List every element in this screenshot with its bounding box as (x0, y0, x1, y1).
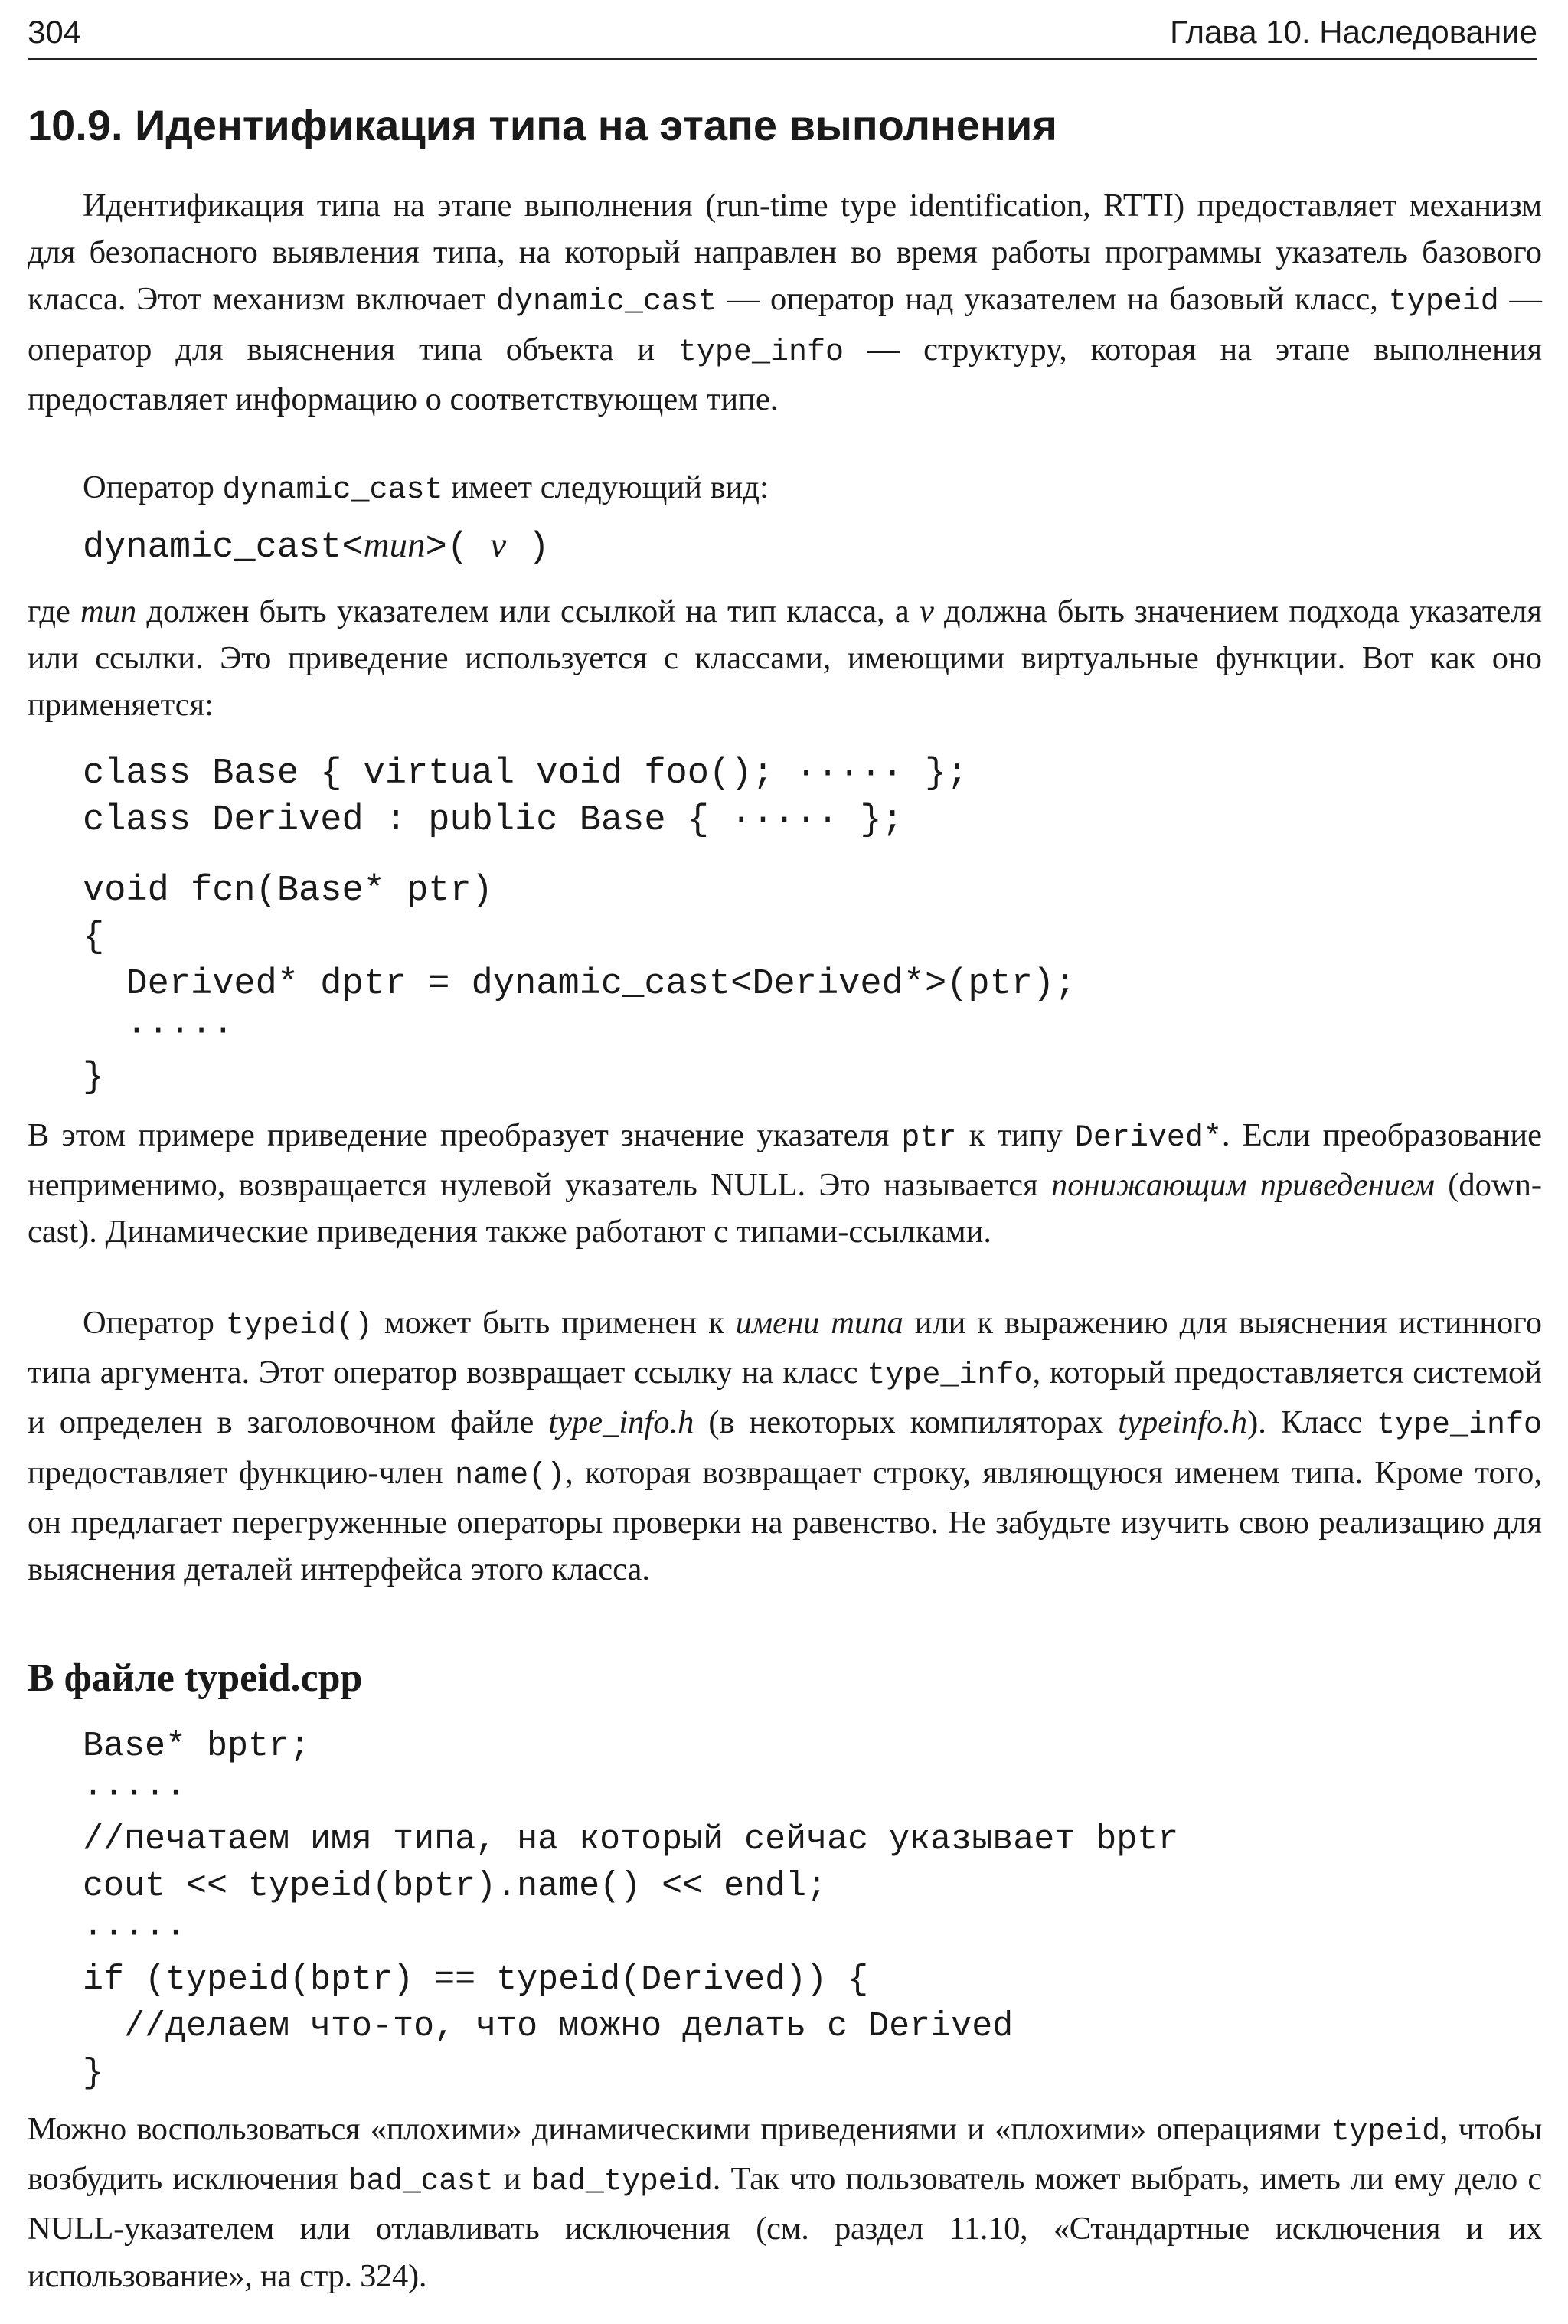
section-title: 10.9. Идентификация типа на этапе выполнения (28, 101, 1057, 149)
code-dynamic-cast: dynamic_cast (222, 473, 443, 508)
code-span: >( (425, 528, 491, 568)
text-span: где (28, 593, 80, 629)
code-bad-typeid: bad_typeid (531, 2165, 713, 2200)
syntax-placeholder-type: тип (363, 525, 426, 565)
subsection-title: В файле typeid.cpp (28, 1656, 363, 1700)
code-line: if (typeid(bptr) == typeid(Derived)) { (83, 1960, 869, 1999)
text-span: и (493, 2161, 531, 2198)
code-line: //печатаем имя типа, на который сейчас указывает bptr (83, 1820, 1179, 1859)
code-typeid: typeid (1388, 285, 1499, 320)
chapter-title: Глава 10. Наследование (1170, 14, 1537, 50)
text-span: — оператор для выяснения типа объекта и (28, 281, 1543, 368)
code-typeid: typeid (1331, 2115, 1440, 2149)
code-bad-cast: bad_cast (348, 2165, 494, 2200)
text-span: Можно воспользоваться «плохими» динамическими приведениями и «плохими» операциями (28, 2111, 1331, 2147)
text-span: или к выражению для выяснения истинного типа аргумента. Этот оператор возвращает ссылку на класс (28, 1305, 1542, 1391)
text-span: предоставляет функцию-член (28, 1454, 456, 1491)
code-line: ····· (83, 1914, 187, 1953)
code-line: } (83, 2054, 104, 2093)
code-line: class Derived : public Base { ····· }; (83, 800, 903, 841)
code-type-info: type_info (1376, 1408, 1543, 1443)
code-dynamic-cast: dynamic_cast (495, 285, 717, 320)
code-line: //делаем что-то, что можно делать с Derived (83, 2007, 1014, 2046)
code-line: Base* bptr; (83, 1727, 311, 1766)
text-span: , чтобы возбудить исключения (28, 2111, 1542, 2198)
paragraph-bad-cast (28, 2106, 1542, 2299)
code-block-classes (83, 750, 1537, 844)
code-span: ) (506, 528, 550, 568)
paragraph-dynamic-cast-form (28, 464, 1542, 514)
italic-term: имени типа (735, 1305, 903, 1341)
paragraph-downcast (28, 1112, 1542, 1256)
text-span: — оператор над указателем на базовый класс, (716, 281, 1389, 318)
code-block-typeid (83, 1723, 1537, 2097)
code-line: Derived* dptr = dynamic_cast<Derived*>(ptr); (83, 964, 1076, 1005)
code-line: void fcn(Base* ptr) (83, 871, 493, 911)
text-span: — структуру, которая на этапе выполнения предоставляет информацию о соответствующем типе. (28, 331, 1542, 417)
text-span: (down-cast). Динамические приведения также работают с типами-ссылками. (28, 1167, 1543, 1250)
text-span: , который предоставляется системой и определен в заголовочном файле (28, 1355, 1542, 1441)
text-span: Идентификация типа на этапе выполнения (run-time type identification, RTTI) предоставляет механизм для безопасного выявления типа, на который направлен во время работы программы указатель базового класса. Этот механизм включает (28, 188, 1542, 318)
page-number: 304 (28, 14, 82, 50)
paragraph-rtti-intro (28, 182, 1542, 423)
code-line: ····· (83, 1011, 234, 1051)
code-type-info: type_info (678, 335, 844, 370)
code-block-fcn (83, 868, 1537, 1101)
text-span: . Если преобразование неприменимо, возвращается нулевой указатель NULL. Это называется (28, 1117, 1542, 1204)
syntax-line (83, 522, 1537, 571)
code-span: dynamic_cast< (83, 528, 364, 568)
code-name-call: name() (455, 1458, 566, 1493)
text-span: В этом примере приведение преобразует значение указателя (28, 1117, 902, 1153)
code-ptr: ptr (901, 1121, 957, 1155)
code-line: cout << typeid(bptr).name() << endl; (83, 1867, 828, 1906)
text-span: (в некоторых компиляторах (694, 1404, 1119, 1441)
text-span: , которая возвращает строку, являющуюся именем типа. Кроме того, он предлагает перегруженные операторы проверки на равенство. Не забудьте изучить свою реализацию для выяснения деталей интерфейса этого класса. (28, 1454, 1543, 1588)
paragraph-typeid (28, 1299, 1542, 1593)
text-span: может быть применен к (372, 1305, 736, 1341)
code-line: } (83, 1057, 105, 1098)
text-span: Оператор (83, 469, 223, 505)
italic-term: тип (80, 593, 137, 629)
text-span: . Так что пользователь может выбрать, иметь ли ему дело с NULL-указателем или отлавливать исключения (см. раздел 11.10, «Стандартные исключения и их использование», на стр. 324). (28, 2161, 1542, 2294)
code-type-info: type_info (867, 1358, 1033, 1394)
italic-filename: typeinfo.h (1118, 1404, 1248, 1441)
text-span: ). Класс (1247, 1404, 1377, 1441)
code-line: ····· (83, 1773, 187, 1812)
text-span: Оператор (83, 1305, 226, 1341)
code-derived-ptr: Derived* (1074, 1121, 1222, 1155)
text-span: имеет следующий вид: (443, 469, 769, 505)
paragraph-dynamic-cast-desc (28, 588, 1542, 729)
text-span: должна быть значением подхода указателя или ссылки. Это приведение используется с классами, имеющими виртуальные функции. Вот как оно применяется: (28, 593, 1542, 724)
italic-term: v (919, 593, 934, 629)
italic-filename: type_info.h (548, 1404, 694, 1441)
code-line: { (83, 917, 105, 958)
italic-term: понижающим приведением (1051, 1167, 1435, 1204)
running-header (28, 8, 1537, 60)
syntax-placeholder-v: v (490, 525, 507, 565)
code-line: class Base { virtual void foo(); ····· }; (83, 753, 969, 794)
code-typeid-call: typeid() (225, 1309, 373, 1343)
text-span: к типу (956, 1117, 1075, 1153)
text-span: должен быть указателем или ссылкой на тип класса, а (136, 593, 920, 629)
